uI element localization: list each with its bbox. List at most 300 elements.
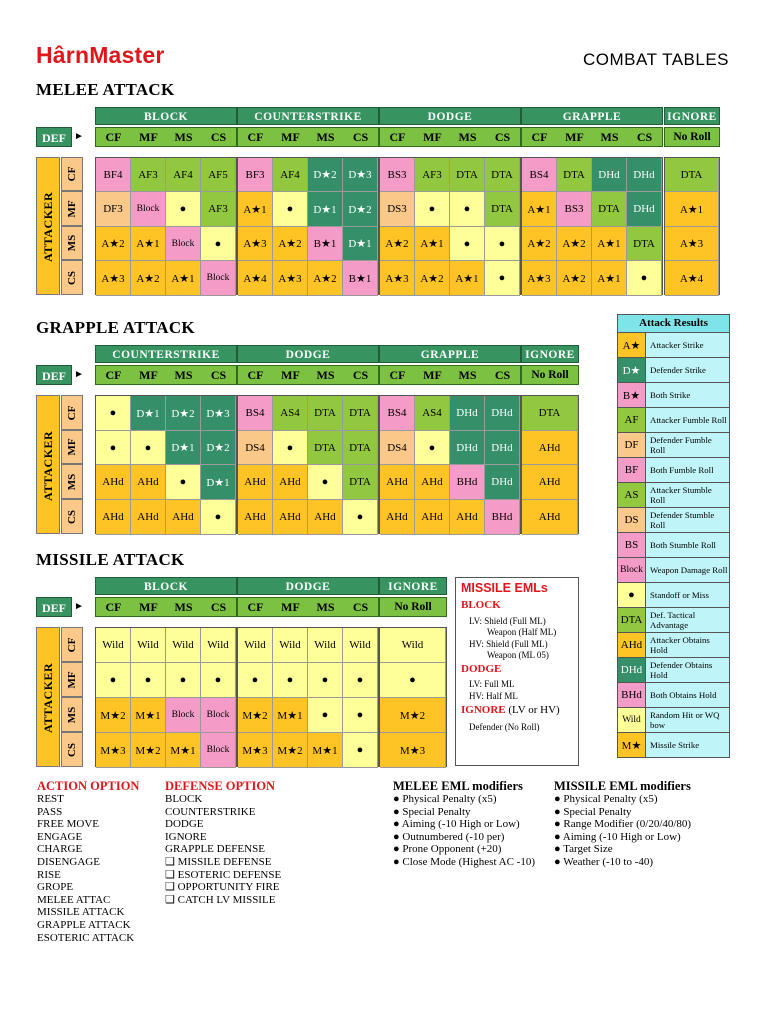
grapple-result-cell: ● (308, 465, 343, 500)
legend-description: Both Obtains Hold (646, 683, 729, 707)
melee-group-header: GRAPPLE (521, 107, 663, 125)
missile-block-line-2: Weapon (Half ML) (487, 627, 557, 637)
melee-attacker-label: ATTACKER (41, 191, 55, 262)
defense-option-item: DODGE (165, 818, 204, 831)
grapple-result-cell: AHd (415, 465, 450, 500)
grapple-row-label-text: MF (66, 438, 78, 456)
missile-result-cell: Wild (380, 628, 446, 663)
missile-column-header: MS (174, 600, 193, 614)
grapple-row-label (61, 430, 83, 464)
missile-no-roll-label: No Roll (379, 597, 447, 617)
grapple-group-header: IGNORE (521, 345, 579, 363)
melee-result-cell: A★2 (273, 227, 308, 261)
grapple-result-cell: AHd (273, 465, 308, 500)
defense-option-item: ❑ OPPORTUNITY FIRE (165, 881, 280, 894)
missile-row-label (61, 732, 83, 767)
missile-result-cell: ● (96, 663, 131, 698)
legend-row (618, 383, 729, 408)
legend-code: DS (618, 508, 646, 532)
action-option-item: GRAPPLE ATTACK (37, 918, 131, 931)
melee-column-header: MS (174, 130, 193, 144)
melee-result-cell: A★1 (166, 261, 201, 296)
melee-group-header: IGNORE (664, 107, 720, 125)
grapple-result-grid (379, 395, 521, 534)
grapple-result-cell: ● (415, 431, 450, 465)
grapple-column-header: MF (139, 368, 158, 382)
melee-result-cell: D★3 (343, 158, 378, 192)
action-option-item: FREE MOVE (37, 818, 100, 831)
missile-result-cell: Block (201, 733, 236, 768)
legend-description: Missile Strike (646, 733, 729, 757)
defense-option-item: ❑ ESOTERIC DEFENSE (165, 868, 282, 881)
attack-results-legend (617, 314, 730, 758)
missile-eml-item: ● Special Penalty (554, 805, 632, 818)
legend-description: Both Strike (646, 383, 729, 407)
melee-column-header: MS (316, 130, 335, 144)
legend-code: DHd (618, 658, 646, 682)
action-option-item: MELEE ATTAC (37, 893, 111, 906)
melee-group-header: COUNTERSTRIKE (237, 107, 379, 125)
legend-code: M★ (618, 733, 646, 757)
legend-row (618, 658, 729, 683)
melee-column-header: CF (105, 130, 122, 144)
melee-result-cell: BS4 (522, 158, 557, 192)
melee-eml-item: ● Physical Penalty (x5) (393, 793, 497, 805)
grapple-result-cell: AHd (308, 500, 343, 535)
defense-option-list (165, 779, 281, 906)
melee-result-cell: ● (166, 192, 201, 227)
legend-code: A★ (618, 333, 646, 357)
legend-row (618, 433, 729, 458)
grapple-result-cell: BS4 (238, 396, 273, 431)
action-option-item: PASS (37, 805, 63, 818)
missile-eml-item: ● Aiming (-10 High or Low) (554, 830, 681, 843)
missile-result-cell: ● (308, 698, 343, 733)
grapple-row-label-text: CF (66, 405, 78, 420)
melee-result-cell: A★2 (131, 261, 166, 296)
missile-result-cell: M★2 (273, 733, 308, 768)
melee-def-label: DEF (36, 127, 72, 147)
missile-eml-modifiers (554, 779, 691, 869)
grapple-result-cell: ● (96, 396, 131, 431)
missile-column-header-row (95, 597, 237, 617)
legend-title: Attack Results (618, 315, 729, 333)
grapple-row-label (61, 499, 83, 534)
missile-dodge-line-1: LV: Full ML (469, 679, 515, 689)
melee-result-cell: ● (415, 192, 450, 227)
legend-description: Attacker Strike (646, 333, 729, 357)
legend-code: BF (618, 458, 646, 482)
melee-column-header-row (521, 127, 663, 147)
document-title: COMBAT TABLES (583, 50, 730, 69)
melee-result-cell: DTA (627, 227, 662, 261)
melee-column-header: CS (636, 130, 653, 144)
missile-column-header: MF (281, 600, 300, 614)
melee-result-cell: A★4 (238, 261, 273, 296)
grapple-result-cell: DS4 (380, 431, 415, 465)
grapple-result-cell: DS4 (238, 431, 273, 465)
melee-result-cell: A★1 (415, 227, 450, 261)
melee-result-cell: A★1 (665, 192, 719, 227)
grapple-result-cell: AHd (238, 465, 273, 500)
action-option-item: REST (37, 793, 64, 805)
action-option-list (37, 779, 139, 944)
melee-result-cell: D★1 (343, 227, 378, 261)
grapple-group-header: GRAPPLE (379, 345, 521, 363)
grapple-result-cell: ● (131, 431, 166, 465)
melee-column-header-row (237, 127, 379, 147)
action-option-item: GROPE (37, 881, 74, 894)
grapple-attacker-label: ATTACKER (41, 430, 55, 501)
grapple-row-label (61, 464, 83, 499)
missile-row-label-text: CS (66, 742, 78, 757)
melee-result-cell: A★2 (96, 227, 131, 261)
missile-group-header: BLOCK (95, 577, 237, 595)
legend-code: BHd (618, 683, 646, 707)
missile-eml-title: MISSILE EML modifiers (554, 779, 691, 793)
defense-option-item: IGNORE (165, 830, 207, 843)
missile-group-header: IGNORE (379, 577, 447, 595)
melee-result-cell: D★1 (308, 192, 343, 227)
legend-row (618, 408, 729, 433)
missile-result-grid (237, 627, 379, 767)
missile-attacker-label: ATTACKER (41, 662, 55, 733)
missile-result-cell: Block (201, 698, 236, 733)
action-option-item: ENGAGE (37, 830, 83, 843)
grapple-def-label: DEF (36, 365, 72, 385)
melee-result-cell: DTA (485, 158, 520, 192)
grapple-result-cell: DTA (343, 431, 378, 465)
melee-row-label (61, 260, 83, 295)
grapple-result-cell: AHd (131, 500, 166, 535)
melee-result-cell: B★1 (308, 227, 343, 261)
legend-description: Both Stumble Roll (646, 533, 729, 557)
melee-group-header: DODGE (379, 107, 521, 125)
melee-row-label-text: MF (66, 199, 78, 218)
melee-result-cell: B★1 (343, 261, 378, 296)
grapple-no-roll-label: No Roll (521, 365, 579, 385)
melee-column-header: MF (423, 130, 442, 144)
grapple-result-cell: AHd (273, 500, 308, 535)
grapple-result-cell: AHd (450, 500, 485, 535)
melee-result-cell: BS3 (380, 158, 415, 192)
melee-column-header: CF (531, 130, 548, 144)
grapple-column-header-row (95, 365, 237, 385)
melee-result-cell: A★3 (380, 261, 415, 296)
legend-description: Attacker Obtains Hold (646, 633, 729, 657)
missile-result-cell: M★2 (131, 733, 166, 768)
missile-row-label (61, 627, 83, 662)
grapple-result-cell: DTA (308, 431, 343, 465)
melee-result-grid (664, 157, 720, 295)
melee-result-cell: ● (450, 192, 485, 227)
missile-column-header: CF (247, 600, 264, 614)
melee-column-header: MS (600, 130, 619, 144)
melee-result-cell: DS3 (380, 192, 415, 227)
melee-result-cell: A★2 (522, 227, 557, 261)
defense-option-title: DEFENSE OPTION (165, 779, 276, 793)
grapple-result-cell: AS4 (273, 396, 308, 431)
melee-row-label (61, 157, 83, 191)
grapple-column-header: CS (494, 368, 511, 382)
action-option-title: ACTION OPTION (37, 779, 140, 793)
melee-result-grid (237, 157, 379, 295)
melee-result-cell: D★2 (308, 158, 343, 192)
missile-result-cell: Block (166, 698, 201, 733)
grapple-result-cell: AHd (522, 431, 578, 465)
melee-result-cell: A★2 (308, 261, 343, 296)
legend-code: ● (618, 583, 646, 607)
melee-result-cell: BF4 (96, 158, 131, 192)
melee-column-header-row (379, 127, 521, 147)
melee-eml-item: ● Special Penalty (393, 805, 471, 818)
missile-def-label: DEF (36, 597, 72, 617)
missile-emls-dodge: DODGE (461, 663, 502, 675)
missile-emls-ignore: IGNORE (461, 704, 506, 716)
legend-description: Attacker Stumble Roll (646, 483, 729, 507)
melee-result-cell: A★1 (592, 261, 627, 296)
melee-result-cell: A★1 (238, 192, 273, 227)
melee-column-header: MS (458, 130, 477, 144)
grapple-def-arrow-icon: ► (74, 369, 84, 380)
missile-column-header: MF (139, 600, 158, 614)
melee-result-cell: A★2 (415, 261, 450, 296)
missile-result-cell: M★3 (96, 733, 131, 768)
missile-block-line-3: HV: Shield (Full ML) (469, 639, 548, 649)
melee-result-grid (95, 157, 237, 295)
melee-result-cell: AF5 (201, 158, 236, 192)
melee-eml-title: MELEE EML modifiers (393, 779, 523, 793)
melee-column-header: MF (139, 130, 158, 144)
melee-result-cell: DTA (557, 158, 592, 192)
melee-result-cell: A★3 (96, 261, 131, 296)
melee-group-header: BLOCK (95, 107, 237, 125)
melee-result-cell: BF3 (238, 158, 273, 192)
legend-row (618, 458, 729, 483)
grapple-result-cell: AHd (522, 465, 578, 500)
defense-option-item: ❑ MISSILE DEFENSE (165, 855, 272, 868)
action-option-item: ESOTERIC ATTACK (37, 931, 135, 944)
melee-result-cell: A★2 (557, 227, 592, 261)
melee-result-grid (521, 157, 663, 295)
legend-row (618, 508, 729, 533)
melee-result-cell: DHd (592, 158, 627, 192)
missile-row-label-text: MS (66, 706, 78, 723)
melee-result-cell: Block (131, 192, 166, 227)
legend-row (618, 558, 729, 583)
grapple-group-header: COUNTERSTRIKE (95, 345, 237, 363)
grapple-result-cell: D★3 (201, 396, 236, 431)
grapple-result-cell: D★2 (201, 431, 236, 465)
melee-result-cell: DTA (450, 158, 485, 192)
legend-row (618, 608, 729, 633)
missile-result-cell: M★1 (308, 733, 343, 768)
grapple-column-header: MS (458, 368, 477, 382)
missile-result-cell: ● (238, 663, 273, 698)
grapple-result-cell: ● (273, 431, 308, 465)
grapple-result-cell: DHd (485, 396, 520, 431)
action-option-item: DISENGAGE (37, 855, 100, 868)
melee-row-label-text: CS (66, 270, 78, 285)
melee-result-cell: A★4 (665, 261, 719, 296)
legend-row (618, 633, 729, 658)
missile-dodge-line-2: HV: Half ML (469, 691, 518, 701)
melee-result-cell: ● (450, 227, 485, 261)
legend-row (618, 533, 729, 558)
missile-column-header: CF (105, 600, 122, 614)
melee-result-cell: AF4 (273, 158, 308, 192)
melee-result-cell: DTA (592, 192, 627, 227)
melee-result-cell: A★1 (592, 227, 627, 261)
missile-result-cell: M★2 (238, 698, 273, 733)
legend-code: AHd (618, 633, 646, 657)
missile-column-header: CS (352, 600, 369, 614)
missile-result-cell: ● (343, 733, 378, 768)
grapple-result-cell: AS4 (415, 396, 450, 431)
melee-result-cell: ● (627, 261, 662, 296)
melee-column-header: CS (210, 130, 227, 144)
melee-column-header: MF (281, 130, 300, 144)
melee-column-header-row (95, 127, 237, 147)
melee-result-cell: D★2 (343, 192, 378, 227)
melee-result-cell: AF4 (166, 158, 201, 192)
legend-description: Random Hit or WQ bow (646, 708, 729, 732)
grapple-result-cell: DTA (343, 396, 378, 431)
melee-column-header: CS (494, 130, 511, 144)
missile-block-line-4: Weapon (ML 05) (487, 650, 549, 660)
grapple-result-cell: DHd (450, 396, 485, 431)
legend-row (618, 483, 729, 508)
missile-eml-item: ● Weather (-10 to -40) (554, 855, 654, 868)
melee-eml-item: ● Close Mode (Highest AC -10) (393, 855, 535, 868)
grapple-column-header: MS (316, 368, 335, 382)
grapple-column-header: CS (352, 368, 369, 382)
legend-description: Defender Fumble Roll (646, 433, 729, 457)
melee-eml-item: ● Prone Opponent (+20) (393, 843, 502, 856)
grapple-result-cell: BHd (450, 465, 485, 500)
legend-code: DTA (618, 608, 646, 632)
legend-code: DF (618, 433, 646, 457)
legend-row (618, 683, 729, 708)
melee-section-title: MELEE ATTACK (36, 80, 175, 99)
defense-option-item: ❑ CATCH LV MISSILE (165, 893, 276, 906)
melee-result-cell: A★2 (557, 261, 592, 296)
grapple-result-cell: AHd (380, 465, 415, 500)
melee-result-cell: ● (485, 227, 520, 261)
legend-row (618, 333, 729, 358)
melee-result-cell: A★3 (273, 261, 308, 296)
melee-result-cell: BS3 (557, 192, 592, 227)
legend-code: Wild (618, 708, 646, 732)
missile-eml-item: ● Physical Penalty (x5) (554, 793, 658, 805)
legend-row (618, 733, 729, 757)
legend-code: AS (618, 483, 646, 507)
missile-result-cell: Wild (201, 628, 236, 663)
missile-result-cell: M★3 (380, 733, 446, 768)
grapple-result-cell: D★1 (201, 465, 236, 500)
missile-block-line-1: LV: Shield (Full ML) (469, 616, 546, 626)
legend-description: Defender Strike (646, 358, 729, 382)
missile-result-cell: ● (166, 663, 201, 698)
grapple-result-cell: DHd (450, 431, 485, 465)
legend-code: D★ (618, 358, 646, 382)
melee-result-cell: Block (201, 261, 236, 296)
melee-result-cell: DTA (485, 192, 520, 227)
melee-column-header: CF (247, 130, 264, 144)
melee-result-cell: DF3 (96, 192, 131, 227)
grapple-column-header-row (379, 365, 521, 385)
missile-result-cell: M★1 (131, 698, 166, 733)
grapple-result-cell: D★1 (131, 396, 166, 431)
legend-description: Both Fumble Roll (646, 458, 729, 482)
grapple-result-cell: ● (343, 500, 378, 535)
missile-result-cell: ● (380, 663, 446, 698)
missile-result-cell: Wild (96, 628, 131, 663)
melee-result-cell: A★3 (665, 227, 719, 261)
legend-code: AF (618, 408, 646, 432)
grapple-column-header: CF (389, 368, 406, 382)
legend-row (618, 358, 729, 383)
grapple-column-header: MF (423, 368, 442, 382)
melee-column-header: MF (565, 130, 584, 144)
grapple-column-header: CF (105, 368, 122, 382)
missile-result-cell: Wild (343, 628, 378, 663)
grapple-result-cell: AHd (522, 500, 578, 535)
grapple-result-cell: AHd (238, 500, 273, 535)
missile-result-cell: M★2 (96, 698, 131, 733)
melee-result-cell: DHd (627, 158, 662, 192)
missile-result-cell: M★2 (380, 698, 446, 733)
melee-result-cell: A★3 (238, 227, 273, 261)
missile-result-cell: ● (201, 663, 236, 698)
melee-result-cell: ● (201, 227, 236, 261)
grapple-result-cell: D★1 (166, 431, 201, 465)
missile-result-cell: ● (308, 663, 343, 698)
melee-column-header: CF (389, 130, 406, 144)
grapple-result-cell: AHd (415, 500, 450, 535)
melee-result-cell: A★1 (131, 227, 166, 261)
grapple-result-cell: BHd (485, 500, 520, 535)
missile-row-label-text: CF (66, 637, 78, 652)
melee-result-cell: DHd (627, 192, 662, 227)
missile-result-cell: M★1 (166, 733, 201, 768)
missile-column-header: CS (210, 600, 227, 614)
legend-row (618, 708, 729, 733)
grapple-column-header: CF (247, 368, 264, 382)
missile-result-cell: Wild (166, 628, 201, 663)
legend-description: Standoff or Miss (646, 583, 729, 607)
melee-result-cell: A★1 (450, 261, 485, 296)
grapple-result-cell: DTA (522, 396, 578, 431)
melee-eml-item: ● Aiming (-10 High or Low) (393, 818, 520, 831)
missile-result-cell: ● (343, 663, 378, 698)
melee-result-cell: A★3 (522, 261, 557, 296)
melee-result-grid (379, 157, 521, 295)
grapple-result-cell: AHd (166, 500, 201, 535)
grapple-result-grid (95, 395, 237, 534)
grapple-row-label (61, 395, 83, 430)
grapple-result-cell: AHd (96, 465, 131, 500)
missile-result-cell: Wild (273, 628, 308, 663)
melee-row-label (61, 191, 83, 226)
grapple-result-cell: DTA (343, 465, 378, 500)
missile-ignore-line: Defender (No Roll) (469, 722, 540, 732)
missile-emls-box (455, 577, 579, 766)
grapple-result-cell: BS4 (380, 396, 415, 431)
melee-eml-item: ● Outnumbered (-10 per) (393, 830, 505, 843)
defense-option-item: COUNTERSTRIKE (165, 805, 256, 818)
missile-eml-item: ● Target Size (554, 843, 613, 856)
